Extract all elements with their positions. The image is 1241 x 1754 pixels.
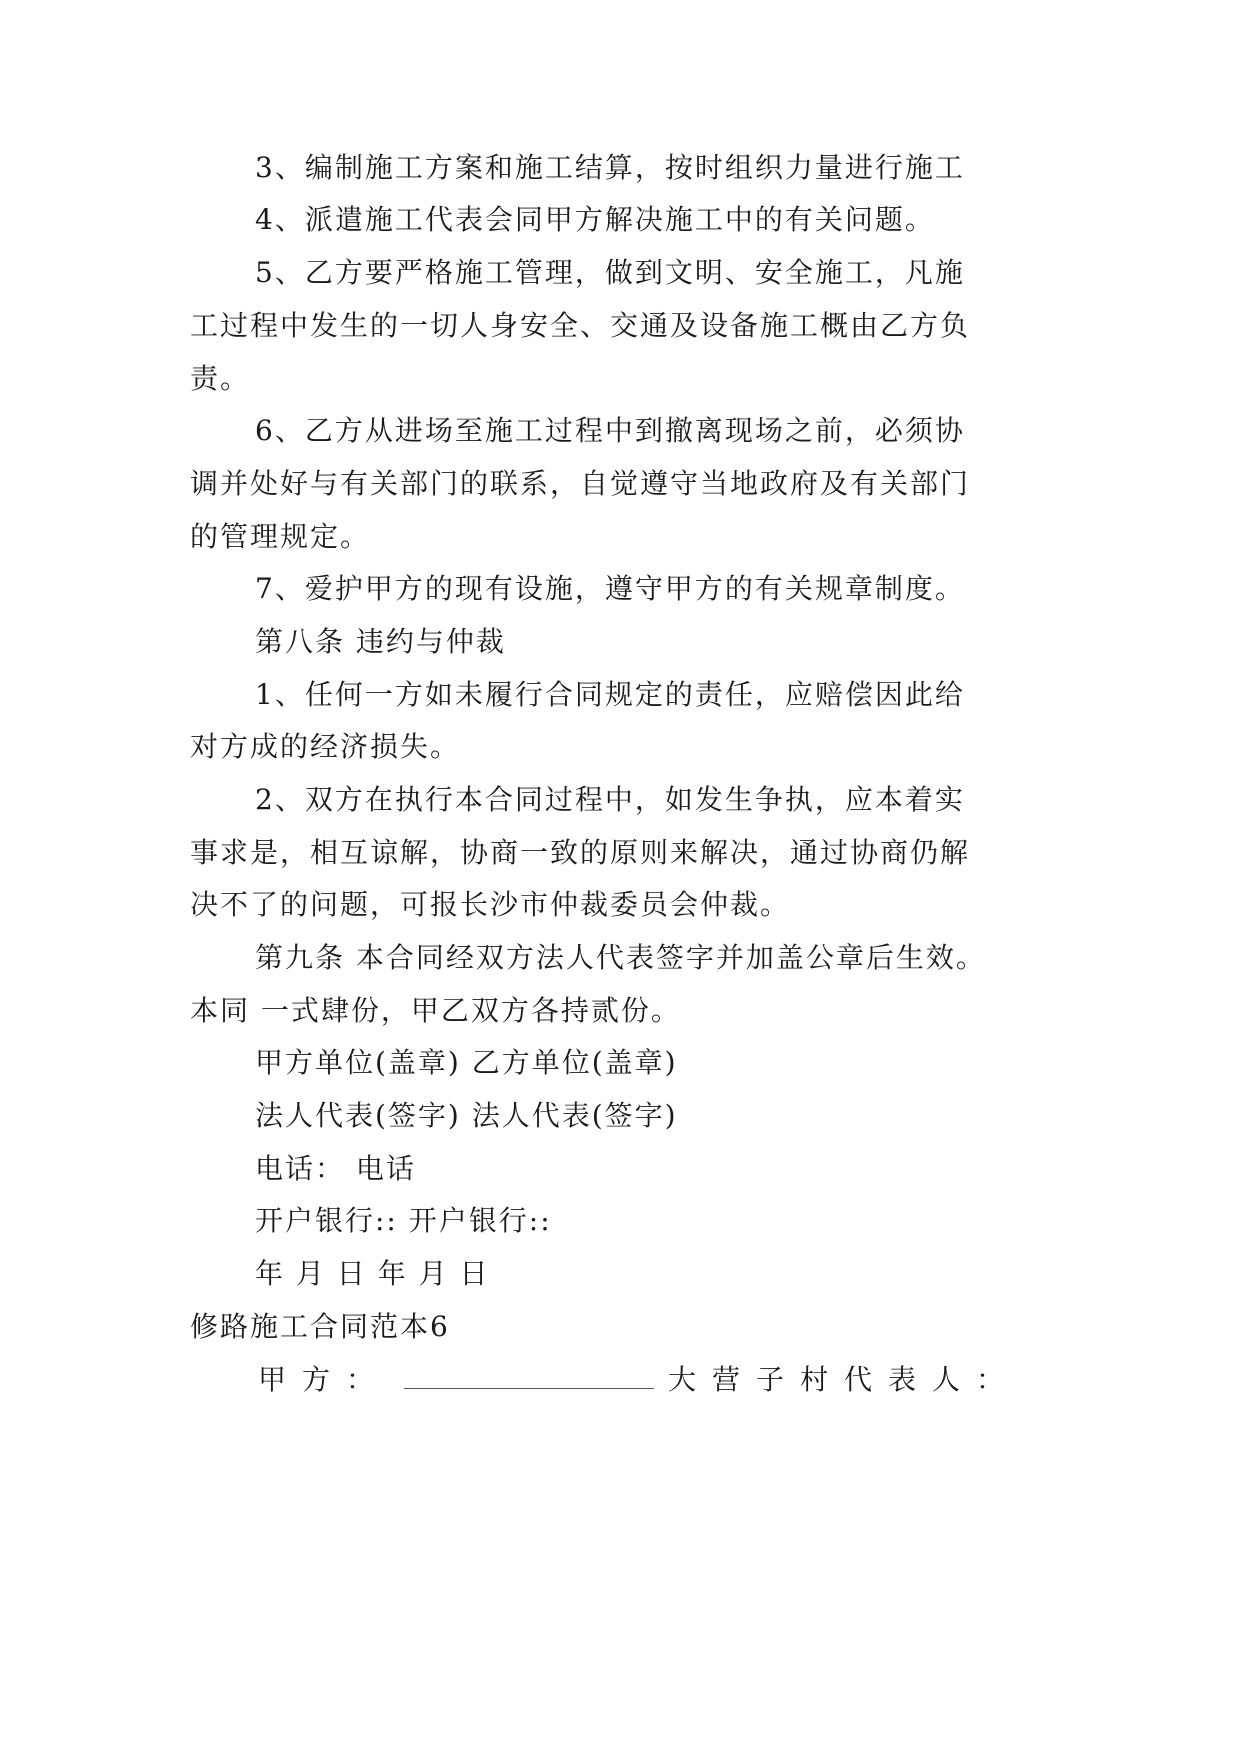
- clause-line: 3、编制施工方案和施工结算，按时组织力量进行施工: [255, 151, 965, 184]
- clause-line: 7、爱护甲方的现有设施，遵守甲方的有关规章制度。: [255, 572, 965, 605]
- clause-line: 5、乙方要严格施工管理，做到文明、安全施工，凡施: [255, 256, 965, 289]
- signature-line: 甲方单位(盖章) 乙方单位(盖章): [255, 1046, 678, 1079]
- signature-line: 法人代表(签字) 法人代表(签字): [255, 1099, 678, 1132]
- clause-line: 决不了的问题，可报长沙市仲裁委员会仲裁。: [190, 888, 791, 921]
- clause-line: 事求是，相互谅解，协商一致的原则来解决，通过协商仍解: [190, 836, 971, 869]
- party-line: [258, 1360, 1073, 1400]
- clause-line: 本同 一式肆份，甲乙双方各持贰份。: [190, 994, 681, 1027]
- clause-line: 工过程中发生的一切人身安全、交通及设备施工概由乙方负: [190, 309, 971, 342]
- clause-line: 1、任何一方如未履行合同规定的责任，应赔偿因此给: [255, 678, 965, 711]
- party-a-blank: [404, 1360, 654, 1389]
- clause-line: 对方成的经济损失。: [190, 730, 461, 763]
- phone-line: 电话： 电话: [255, 1152, 416, 1185]
- article-heading: 第九条 本合同经双方法人代表签字并加盖公章后生效。: [255, 941, 986, 974]
- clause-line: 责。: [190, 362, 251, 395]
- clause-line: 2、双方在执行本合同过程中，如发生争执，应本着实: [255, 783, 965, 816]
- section-title: 修路施工合同范本6: [190, 1310, 450, 1343]
- village-rep-label: 大营子村代表人：: [668, 1363, 1021, 1396]
- clause-line: 调并处好与有关部门的联系，自觉遵守当地政府及有关部门: [190, 467, 971, 500]
- clause-line: 的管理规定。: [190, 520, 371, 553]
- article-heading: 第八条 违约与仲裁: [255, 625, 506, 658]
- bank-line: 开户银行:: 开户银行::: [255, 1204, 552, 1237]
- date-line: 年 月 日 年 月 日: [255, 1257, 490, 1290]
- clause-line: 6、乙方从进场至施工过程中到撤离现场之前，必须协: [255, 414, 965, 447]
- party-a-label: 甲方：: [258, 1363, 391, 1396]
- clause-line: 4、派遣施工代表会同甲方解决施工中的有关问题。: [255, 203, 935, 236]
